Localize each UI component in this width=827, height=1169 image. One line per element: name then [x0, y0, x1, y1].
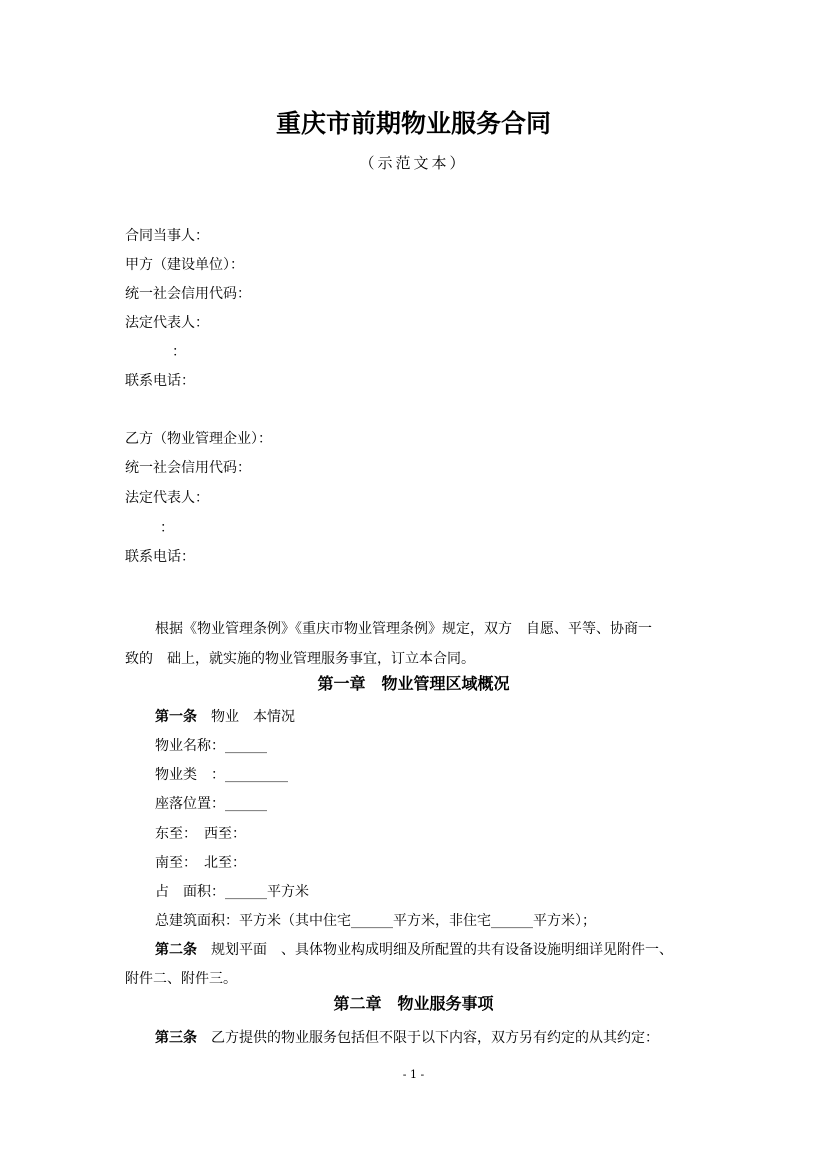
parties-heading: 合同当事人： [125, 228, 209, 244]
article-3-text: 乙方提供的物业服务包括但不限于以下内容，双方另有约定的从其约定： [197, 1030, 659, 1046]
article-2-label: 第二条 [155, 942, 197, 958]
party-b-legal-rep: 法定代表人： [125, 490, 209, 506]
article-2 [155, 940, 673, 960]
article-1-label: 第一条 [155, 709, 197, 725]
party-a-credit-code: 统一社会信用代码： [125, 286, 251, 302]
preamble-line-2: 致的 础上，就实施的物业管理服务事宜，订立本合同。 [125, 651, 475, 667]
document-title: 重庆市前期物业服务合同 [275, 109, 551, 138]
article-1-text: 物业 本情况 [197, 709, 295, 725]
boundary-south-north: 南至： 北至： [155, 855, 246, 871]
chapter-2-title: 第二章 物业服务事项 [333, 994, 494, 1013]
land-area: 占 面积：______平方米 [155, 884, 309, 900]
party-a-label: 甲方（建设单位）： [125, 257, 244, 273]
party-a-phone: 联系电话： [125, 373, 195, 389]
party-b-phone: 联系电话： [125, 549, 195, 565]
party-b-credit-code: 统一社会信用代码： [125, 460, 251, 476]
boundary-east-west: 东至： 西至： [155, 826, 246, 842]
party-a-legal-rep: 法定代表人： [125, 315, 209, 331]
preamble-line-1: 根据《物业管理条例》《重庆市物业管理条例》规定，双方 自愿、平等、协商一 [155, 621, 652, 637]
article-2-continuation: 附件二、附件三。 [125, 971, 237, 987]
party-b-label: 乙方（物业管理企业）： [125, 431, 272, 447]
property-name: 物业名称：______ [155, 738, 267, 754]
property-location: 座落位置：______ [155, 796, 267, 812]
document-subtitle: （示范文本） [359, 154, 468, 172]
party-b-colon-line: ： [160, 520, 174, 536]
article-2-text: 规划平面 、具体物业构成明细及所配置的共有设备设施明细详见附件一、 [197, 942, 673, 958]
chapter-1-title: 第一章 物业管理区域概况 [317, 674, 510, 693]
article-3 [155, 1028, 659, 1048]
building-area: 总建筑面积：平方米（其中住宅______平方米，非住宅______平方米）； [155, 913, 596, 929]
article-3-label: 第三条 [155, 1030, 197, 1046]
article-1 [155, 707, 295, 727]
property-type: 物业类 ：_________ [155, 767, 288, 783]
party-a-colon-line: ： [172, 344, 186, 360]
page-number: - 1 - [402, 1068, 425, 1081]
